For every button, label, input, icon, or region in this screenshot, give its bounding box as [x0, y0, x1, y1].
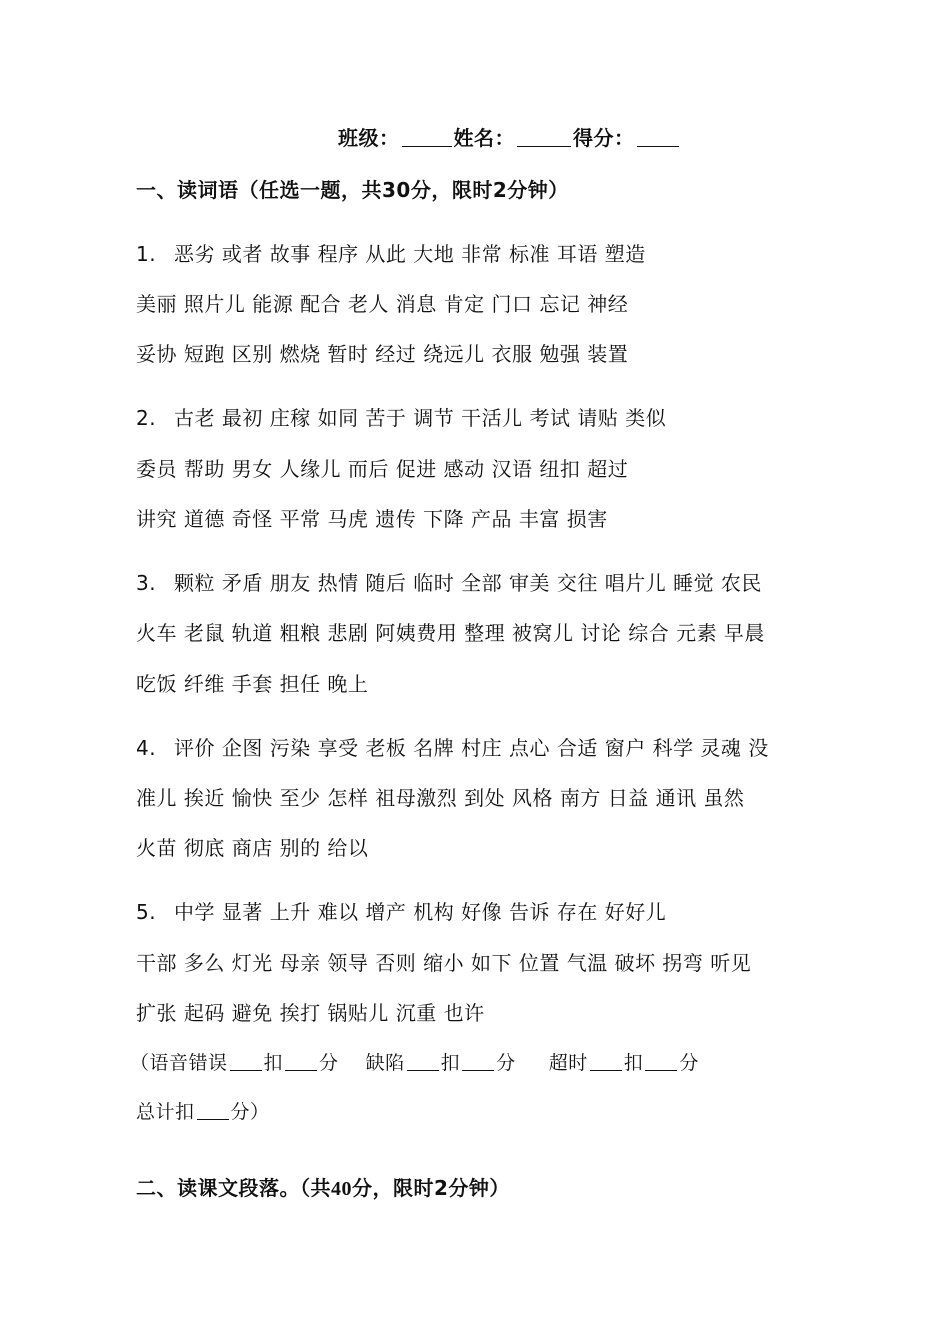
word-list: 评价 企图 污染 享受 老板 名牌 村庄 点心 合适 窗户 科学 灵魂 没	[174, 736, 769, 760]
section-1-title-mid: 分，限时	[410, 178, 493, 202]
section-1-minutes: 2	[492, 178, 508, 202]
word-list: 讲究 道德 奇怪 平常 马虎 遗传 下降 产品 丰富 损害	[136, 507, 608, 531]
group-1-line-2	[136, 290, 628, 318]
group-3-line-2	[136, 619, 765, 647]
section-2-points: 40	[331, 1178, 352, 1200]
deduction-total-line	[136, 1098, 270, 1126]
overtime-points-blank[interactable]	[645, 1050, 677, 1071]
section-1-title-prefix: 一、读词语（任选一题，共	[136, 178, 382, 202]
deduction-total-label: 总计扣	[136, 1101, 195, 1123]
word-list: 火车 老鼠 轨道 粗粮 悲剧 阿姨费用 整理 被窝儿 讨论 综合 元素 早晨	[136, 621, 765, 645]
defect-count-blank[interactable]	[407, 1050, 439, 1071]
word-list: 妥协 短跑 区别 燃烧 暂时 经过 绕远儿 衣服 勉强 装置	[136, 342, 629, 366]
group-4-line-2	[136, 784, 744, 812]
group-5-line-2	[136, 949, 751, 977]
word-list: 美丽 照片儿 能源 配合 老人 消息 肯定 门口 忘记 神经	[136, 292, 629, 316]
deduction-pron-label: （语音错误	[130, 1052, 228, 1074]
pron-error-points-blank[interactable]	[285, 1050, 317, 1071]
section-1-title-suffix: 分钟）	[507, 178, 569, 202]
group-1-line-1	[136, 240, 646, 268]
student-info-header	[338, 124, 681, 152]
deduction-fen: 分	[496, 1052, 516, 1074]
group-5-line-1	[136, 898, 666, 926]
deduction-fen: 分	[319, 1052, 339, 1074]
group-5-line-3	[136, 999, 485, 1027]
section-1-points: 30	[382, 178, 411, 202]
group-2-line-2	[136, 455, 628, 483]
group-3-number: 3.	[136, 571, 157, 595]
group-4-line-3	[136, 834, 368, 862]
defect-points-blank[interactable]	[462, 1050, 494, 1071]
word-list: 恶劣 或者 故事 程序 从此 大地 非常 标准 耳语 塑造	[174, 242, 646, 266]
group-5-number: 5.	[136, 900, 157, 924]
word-list: 扩张 起码 避免 挨打 锅贴儿 沉重 也许	[136, 1001, 485, 1025]
section-2-title-suffix: 分钟）	[448, 1176, 510, 1200]
score-label: 得分：	[573, 126, 635, 150]
group-2-line-1	[136, 404, 666, 432]
word-list: 古老 最初 庄稼 如同 苦于 调节 干活儿 考试 请贴 类似	[174, 406, 667, 430]
overtime-count-blank[interactable]	[590, 1050, 622, 1071]
score-blank[interactable]	[637, 126, 679, 147]
deduction-kou: 扣	[263, 1052, 284, 1074]
word-list: 颗粒 矛盾 朋友 热情 随后 临时 全部 审美 交往 唱片儿 睡觉 农民	[174, 571, 762, 595]
pron-error-count-blank[interactable]	[230, 1050, 262, 1071]
section-2-minutes: 2	[434, 1176, 449, 1200]
name-blank[interactable]	[517, 126, 571, 147]
group-1-number: 1.	[136, 242, 157, 266]
word-list: 火苗 彻底 商店 别的 给以	[136, 836, 369, 860]
section-1-title	[136, 176, 569, 204]
group-2-line-3	[136, 505, 608, 533]
total-deduction-blank[interactable]	[197, 1099, 229, 1120]
word-list: 中学 显著 上升 难以 增产 机构 好像 告诉 存在 好好儿	[174, 900, 667, 924]
section-2-title-mid: 分，限时	[352, 1176, 434, 1200]
section-2-title-prefix: 二、读课文段落。（共	[136, 1176, 331, 1200]
class-label: 班级：	[338, 126, 400, 150]
deduction-kou: 扣	[440, 1052, 461, 1074]
deduction-kou: 扣	[623, 1052, 644, 1074]
deduction-defect-label: 缺陷	[365, 1052, 405, 1074]
group-2-number: 2.	[136, 406, 157, 430]
deduction-close: 分）	[230, 1101, 270, 1123]
group-4-line-1	[136, 734, 769, 762]
class-blank[interactable]	[402, 126, 452, 147]
deduction-line	[130, 1049, 699, 1077]
deduction-overtime-label: 超时	[548, 1052, 588, 1074]
section-2-title	[136, 1174, 510, 1203]
group-4-number: 4.	[136, 736, 157, 760]
name-label: 姓名：	[453, 126, 515, 150]
word-list: 吃饭 纤维 手套 担任 晚上	[136, 672, 369, 696]
word-list: 准儿 挨近 愉快 至少 怎样 祖母激烈 到处 风格 南方 日益 通讯 虽然	[136, 786, 745, 810]
group-3-line-3	[136, 670, 368, 698]
word-list: 干部 多么 灯光 母亲 领导 否则 缩小 如下 位置 气温 破坏 拐弯 听见	[136, 951, 752, 975]
deduction-fen: 分	[679, 1052, 699, 1074]
word-list: 委员 帮助 男女 人缘儿 而后 促进 感动 汉语 纽扣 超过	[136, 457, 629, 481]
group-1-line-3	[136, 340, 628, 368]
group-3-line-1	[136, 569, 762, 597]
